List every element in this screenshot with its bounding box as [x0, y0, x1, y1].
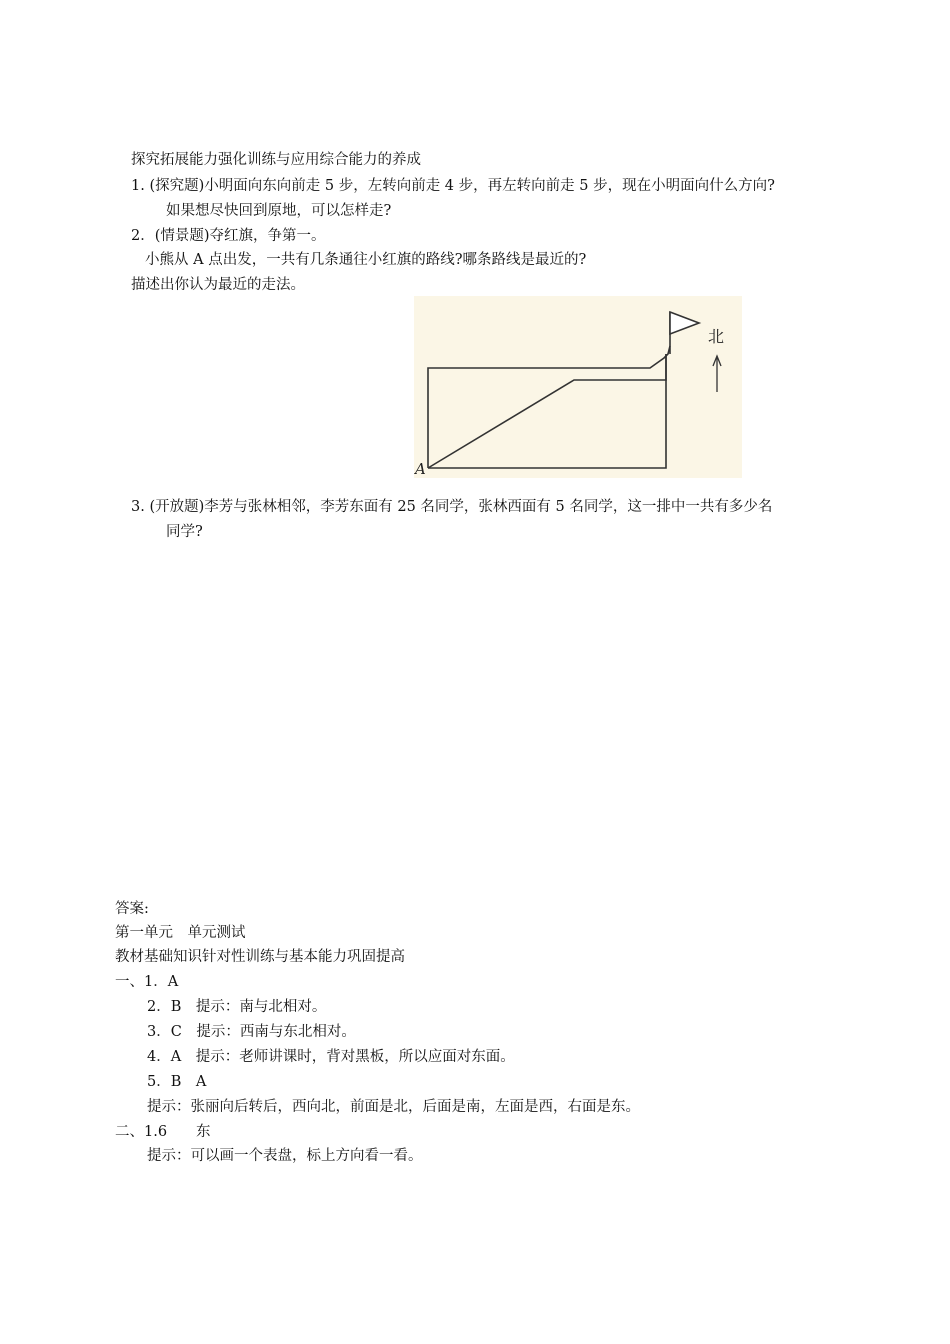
route-lower	[428, 354, 666, 468]
answer-item: 4．A 提示：老师讲课时，背对黑板，所以应面对东面。	[147, 1049, 515, 1065]
answers-unit: 第一单元 单元测试	[115, 925, 246, 941]
route-diagram-svg	[414, 296, 742, 478]
section-title: 探究拓展能力强化训练与应用综合能力的养成	[131, 152, 421, 168]
answer-item: 3．C 提示：西南与东北相对。	[147, 1024, 356, 1040]
question-3-line-2: 同学?	[166, 524, 203, 540]
route-upper	[428, 346, 670, 468]
question-2-line-3: 描述出你认为最近的走法。	[131, 277, 305, 293]
answer-item: 二、1.6 东	[115, 1124, 211, 1140]
question-1-line-2: 如果想尽快回到原地，可以怎样走?	[166, 203, 392, 219]
question-3-line-1: 3. (开放题)李芳与张林相邻，李芳东面有 25 名同学，张林西面有 5 名同学，这一排中一共有多少名	[131, 499, 773, 515]
answers-subheading: 教材基础知识针对性训练与基本能力巩固提高	[115, 949, 405, 965]
question-2-line-1: 2．(情景题)夺红旗，争第一。	[131, 228, 326, 244]
answer-item: 2．B 提示：南与北相对。	[147, 999, 327, 1015]
route-diagram	[414, 296, 742, 478]
answer-item: 提示：可以画一个表盘，标上方向看一看。	[147, 1148, 423, 1164]
answer-item: 5．B A	[147, 1074, 207, 1090]
route-diagonal	[428, 354, 666, 468]
point-a-label: A	[415, 460, 426, 478]
red-flag-icon	[670, 312, 699, 334]
answers-heading: 答案:	[115, 901, 149, 917]
question-1-line-1: 1. (探究题)小明面向东向前走 5 步，左转向前走 4 步，再左转向前走 5 步，现在小明面向什么方向?	[131, 178, 775, 194]
question-2-line-2: 小熊从 A 点出发，一共有几条通往小红旗的路线?哪条路线是最近的?	[145, 252, 587, 268]
north-label: 北	[708, 327, 725, 346]
answer-item: 提示：张丽向后转后，西向北，前面是北，后面是南，左面是西，右面是东。	[147, 1099, 640, 1115]
answer-item: 一、1．A	[115, 974, 179, 990]
